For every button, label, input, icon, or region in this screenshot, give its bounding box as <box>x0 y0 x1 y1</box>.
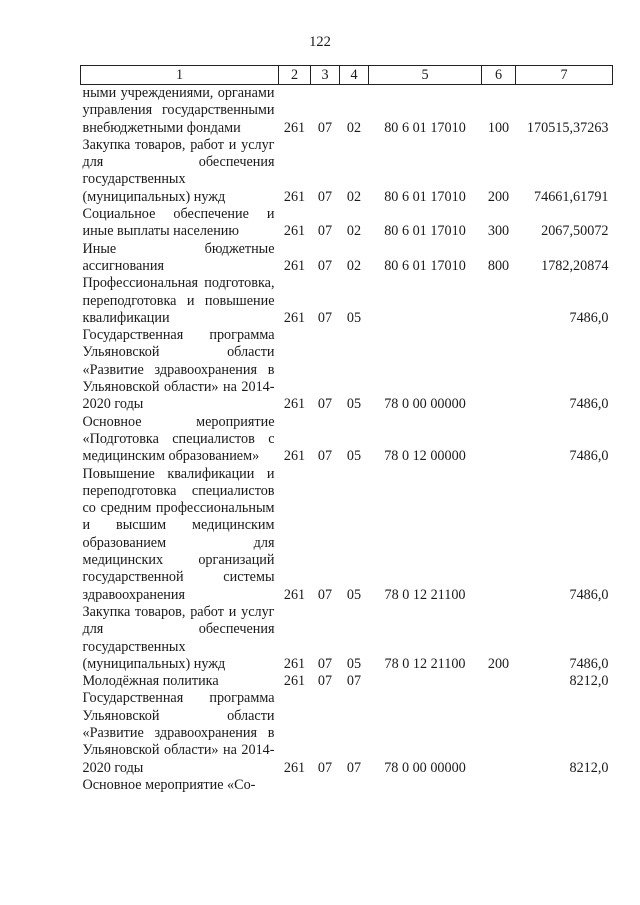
ministry-code: 261 <box>283 655 306 672</box>
column-header: 7 <box>516 66 613 85</box>
ministry-code: 261 <box>283 223 306 240</box>
section-code: 07 <box>317 257 333 274</box>
subsection-code: 05 <box>346 655 362 672</box>
column-header: 1 <box>81 66 279 85</box>
expense-type-code <box>482 327 516 413</box>
subsection-code: 05 <box>346 396 362 413</box>
section-code <box>311 777 340 794</box>
amount: 7486,0 <box>569 396 609 413</box>
expense-type-code: 300 <box>487 223 510 240</box>
expense-type-code <box>482 275 516 327</box>
target-article-code: 78 0 12 21100 <box>384 586 466 603</box>
table-row <box>81 777 613 794</box>
target-article-code: 80 6 01 17010 <box>384 188 466 205</box>
expense-type-code: 100 <box>487 119 510 136</box>
row-description: Социальное обеспечение и иные выплаты населению <box>82 206 275 240</box>
ministry-code <box>279 777 311 794</box>
amount: 8212,0 <box>569 759 609 776</box>
column-header: 3 <box>311 66 340 85</box>
target-article-code: 80 6 01 17010 <box>384 119 466 136</box>
table-row <box>81 275 613 327</box>
target-article-code <box>369 777 482 794</box>
table-row <box>81 327 613 413</box>
section-code: 07 <box>317 586 333 603</box>
expense-type-code: 200 <box>487 655 510 672</box>
subsection-code: 05 <box>346 586 362 603</box>
subsection-code <box>340 777 369 794</box>
target-article-code: 80 6 01 17010 <box>384 257 466 274</box>
expense-type-code <box>482 777 516 794</box>
ministry-code: 261 <box>283 119 306 136</box>
table-row <box>81 241 613 276</box>
ministry-code: 261 <box>283 257 306 274</box>
row-description: Основное мероприятие «Со- <box>82 776 256 793</box>
section-code: 07 <box>317 655 333 672</box>
subsection-code: 02 <box>346 257 362 274</box>
amount: 7486,0 <box>569 586 609 603</box>
section-code: 07 <box>317 673 333 690</box>
row-description: Молодёжная политика <box>82 673 219 690</box>
subsection-code: 02 <box>346 119 362 136</box>
target-article-code: 78 0 00 00000 <box>384 396 466 413</box>
ministry-code: 261 <box>283 586 306 603</box>
ministry-code: 261 <box>283 309 306 326</box>
expense-type-code <box>482 673 516 690</box>
amount: 74661,61791 <box>534 188 609 205</box>
section-code: 07 <box>317 119 333 136</box>
table-row <box>81 690 613 776</box>
row-description: Повышение квалификации и переподготовка специалистов со средним профессиональным и высшим медицинским образованием для медицинских организаций государственной системы здравоохранения <box>82 465 275 603</box>
budget-table <box>80 65 613 794</box>
amount: 7486,0 <box>569 309 609 326</box>
section-code: 07 <box>317 309 333 326</box>
amount: 1782,20874 <box>541 257 609 274</box>
amount: 170515,37263 <box>526 119 609 136</box>
row-description: Закупка товаров, работ и услуг для обеспечения государственных (муниципальных) нужд <box>82 136 275 205</box>
target-article-code <box>369 673 482 690</box>
column-header: 5 <box>369 66 482 85</box>
column-header: 2 <box>279 66 311 85</box>
row-description: Государственная программа Ульяновской области «Развитие здравоохранения в Ульяновской области» на 2014-2020 годы <box>82 327 275 413</box>
row-description: Закупка товаров, работ и услуг для обеспечения государственных (муниципальных) нужд <box>82 603 275 672</box>
ministry-code: 261 <box>283 673 306 690</box>
row-description: Профессиональная подготовка, переподготовка и повышение квалификации <box>82 275 275 326</box>
expense-type-code: 200 <box>487 188 510 205</box>
table-row <box>81 137 613 206</box>
expense-type-code: 800 <box>487 257 510 274</box>
row-description: ными учреждениями, органами управления государственными внебюджетными фондами <box>82 85 275 136</box>
table-row <box>81 466 613 604</box>
section-code: 07 <box>317 396 333 413</box>
table-row <box>81 604 613 673</box>
subsection-code: 05 <box>346 309 362 326</box>
ministry-code: 261 <box>283 759 306 776</box>
table-row <box>81 85 613 137</box>
section-code: 07 <box>317 448 333 465</box>
target-article-code: 78 0 00 00000 <box>384 759 466 776</box>
table-row <box>81 414 613 466</box>
expense-type-code <box>482 690 516 776</box>
amount: 7486,0 <box>569 655 609 672</box>
amount <box>516 777 613 794</box>
ministry-code: 261 <box>283 188 306 205</box>
column-number-header-row <box>81 66 613 85</box>
subsection-code: 05 <box>346 448 362 465</box>
ministry-code: 261 <box>283 396 306 413</box>
row-description: Основное мероприятие «Подготовка специалистов с медицинским образованием» <box>82 413 275 465</box>
column-header: 6 <box>482 66 516 85</box>
amount: 7486,0 <box>569 448 609 465</box>
amount: 8212,0 <box>569 673 609 690</box>
target-article-code <box>369 275 482 327</box>
ministry-code: 261 <box>283 448 306 465</box>
target-article-code: 80 6 01 17010 <box>384 223 466 240</box>
subsection-code: 02 <box>346 188 362 205</box>
section-code: 07 <box>317 759 333 776</box>
row-description: Государственная программа Ульяновской области «Развитие здравоохранения в Ульяновской области» на 2014-2020 годы <box>82 690 275 776</box>
table-row <box>81 673 613 690</box>
subsection-code: 07 <box>346 673 362 690</box>
page-number: 122 <box>309 34 331 50</box>
subsection-code: 07 <box>346 759 362 776</box>
expense-type-code <box>482 466 516 604</box>
section-code: 07 <box>317 223 333 240</box>
row-description: Иные бюджетные ассигнования <box>82 240 275 274</box>
table-row <box>81 206 613 241</box>
target-article-code: 78 0 12 21100 <box>384 655 466 672</box>
column-header: 4 <box>340 66 369 85</box>
section-code: 07 <box>317 188 333 205</box>
amount: 2067,50072 <box>541 223 609 240</box>
target-article-code: 78 0 12 00000 <box>384 448 466 465</box>
subsection-code: 02 <box>346 223 362 240</box>
expense-type-code <box>482 414 516 466</box>
